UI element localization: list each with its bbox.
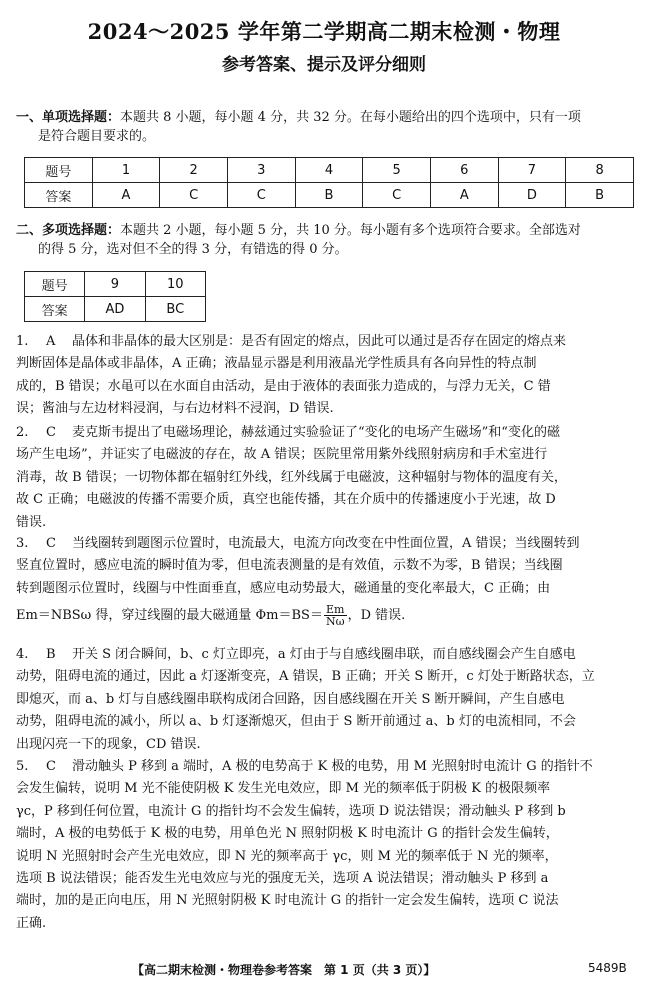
explanation-item-4 [16, 644, 636, 756]
table-cell: B [295, 183, 363, 208]
row-label-number: 题号 [25, 158, 93, 183]
table-cell: BC [145, 297, 205, 322]
item-line: 开关 S 闭合瞬间，b、c 灯立即亮，a 灯由于与自感线圈串联，而自感线圈会产生自感电 [72, 647, 576, 662]
page-title: 2024～2025 学年第二学期高二期末检测・物理 [87, 19, 561, 44]
table-row [25, 183, 634, 208]
equation-suffix: ，D 错误. [347, 608, 406, 624]
table-cell: 4 [295, 158, 363, 183]
section-single-choice-line1: 本题共 8 小题，每小题 4 分，共 32 分。在每小题给出的四个选项中，只有一项 [120, 110, 581, 125]
item-answer: C [46, 536, 56, 551]
table-cell: C [160, 183, 228, 208]
item-line: 误；酱油与左边材料浸润，与右边材料不浸润，D 错误. [16, 401, 334, 417]
table-cell: 5 [363, 158, 431, 183]
equation-prefix: Em＝NBSω 得，穿过线圈的最大磁通量 Φm＝BS＝ [16, 608, 323, 624]
item-line: 当线圈转到题图示位置时，电流最大，电流方向改变在中性面位置，A 错误；当线圈转到 [72, 536, 580, 551]
section-single-choice-head: 一、单项选择题： [16, 110, 121, 125]
table-cell: 7 [498, 158, 566, 183]
item-line: 动势，阻碍电流的减小，所以 a、b 灯逐渐熄灭，但由于 S 断开前通过 a、b 灯的电流相同，不会 [16, 714, 576, 730]
row-label-answer: 答案 [25, 183, 93, 208]
table-cell: 9 [85, 272, 145, 297]
item-line: 正确. [16, 915, 47, 931]
explanation-item-3 [16, 533, 636, 628]
item-number: 2. [16, 425, 29, 440]
item-line: 端时，加的是正向电压，用 N 光照射阴极 K 时电流计 G 的指针一定会发生偏转，选项 C 说法 [16, 893, 559, 909]
section-multiple-choice [16, 221, 636, 259]
fraction-numerator: Em [324, 604, 347, 616]
single-choice-answer-table [24, 157, 634, 208]
item-answer: C [46, 425, 56, 440]
item-line: 故 C 正确；电磁波的传播不需要介质，真空也能传播，其在介质中的传播速度小于光速，故 D [16, 492, 556, 508]
item-number: 1. [16, 334, 29, 349]
table-cell: B [566, 183, 634, 208]
item-number: 4. [16, 647, 29, 662]
section-single-choice-line2: 是符合题目要求的。 [38, 129, 156, 144]
item-line: 转到题图示位置时，线圈与中性面垂直，感应电动势最大，磁通量的变化率最大，C 正确；由 [16, 580, 551, 596]
row-label-number: 题号 [25, 272, 85, 297]
item-line: 端时，A 极的电势低于 K 极的电势，用单色光 N 照射阴极 K 时电流计 G 的指针会发生偏转， [16, 826, 559, 842]
explanation-item-2 [16, 422, 636, 534]
table-cell: 2 [160, 158, 228, 183]
item-line: 说明 N 光照射时会产生光电效应，即 N 光的频率高于 γc，则 M 光的频率低于 N 光的频率， [16, 848, 558, 864]
item-line: 竖直位置时，感应电流的瞬时值为零，但电流表测量的是有效值，示数不为零，B 错误；当线圈 [16, 558, 563, 574]
item-line: 判断固体是晶体或非晶体，A 正确；液晶显示器是利用液晶光学性质具有各向异性的特点制 [16, 356, 537, 372]
item-number: 5. [16, 759, 29, 774]
section-multiple-choice-line1: 本题共 2 小题，每小题 5 分，共 10 分。每小题有多个选项符合要求。全部选对 [120, 223, 581, 238]
item-line: 场产生电场”，并证实了电磁波的存在，故 A 错误；医院里常用紫外线照射病房和手术室进行 [16, 447, 548, 463]
footer-paper-code: 5489B [588, 961, 627, 975]
table-row [25, 158, 634, 183]
section-multiple-choice-head: 二、多项选择题： [16, 223, 121, 238]
page-subtitle: 参考答案、提示及评分细则 [222, 55, 426, 75]
table-cell: D [498, 183, 566, 208]
table-cell: C [363, 183, 431, 208]
footer-page-info: 【高二期末检测・物理卷参考答案 第 1 页（共 3 页）】 [132, 963, 436, 977]
item-line: γc，P 移到任何位置，电流计 G 的指针均不会发生偏转，选项 D 说法错误；滑动触头 P 移到 b [16, 803, 566, 819]
table-row [25, 272, 206, 297]
table-cell: 6 [430, 158, 498, 183]
item-answer: C [46, 759, 56, 774]
item-line: 动势，阻碍电流的通过，因此 a 灯逐渐变亮，A 错误，B 正确；开关 S 断开，c 灯处于断路状态，立 [16, 669, 595, 685]
table-row [25, 297, 206, 322]
explanation-item-1 [16, 331, 636, 421]
table-cell: A [92, 183, 160, 208]
item-line: 滑动触头 P 移到 a 端时，A 极的电势高于 K 极的电势，用 M 光照射时电流计 G 的指针不 [72, 759, 593, 774]
item-line: 错误. [16, 514, 47, 530]
equation-fraction [324, 604, 347, 627]
section-multiple-choice-line2: 的得 5 分，选对但不全的得 3 分，有错选的得 0 分。 [38, 242, 348, 257]
row-label-answer: 答案 [25, 297, 85, 322]
item-line: 晶体和非晶体的最大区别是：是否有固定的熔点，因此可以通过是否存在固定的熔点来 [72, 334, 567, 349]
item-number: 3. [16, 536, 29, 551]
item-line: 成的，B 错误；水黾可以在水面自由活动，是由于液体的表面张力造成的，与浮力无关，C 错 [16, 378, 551, 394]
fraction-denominator: Nω [325, 615, 345, 629]
item-line: 出现闪亮一下的现象，CD 错误. [16, 736, 201, 752]
table-cell: 1 [92, 158, 160, 183]
table-cell: 3 [227, 158, 295, 183]
item-answer: B [46, 647, 56, 662]
item-equation-line [16, 604, 636, 627]
table-cell: AD [85, 297, 145, 322]
table-cell: A [430, 183, 498, 208]
item-line: 即熄灭，而 a、b 灯与自感线圈串联构成闭合回路，因自感线圈在开关 S 断开瞬间，产生自感电 [16, 691, 565, 707]
multiple-choice-answer-table [24, 271, 206, 322]
table-cell: C [227, 183, 295, 208]
table-cell: 8 [566, 158, 634, 183]
item-line: 消毒，故 B 错误；一切物体都在辐射红外线，红外线属于电磁波，这种辐射与物体的温度有关， [16, 469, 567, 485]
table-cell: 10 [145, 272, 205, 297]
item-line: 选项 B 说法错误；能否发生光电效应与光的强度无关，选项 A 说法错误；滑动触头 P 移到 a [16, 871, 549, 887]
section-single-choice [16, 108, 636, 146]
item-line: 会发生偏转，说明 M 光不能使阴极 K 发生光电效应，即 M 光的频率低于阴极 K 的极限频率 [16, 781, 551, 797]
item-line: 麦克斯韦提出了电磁场理论，赫兹通过实验验证了“变化的电场产生磁场”和“变化的磁 [72, 425, 560, 440]
item-answer: A [46, 334, 56, 349]
explanation-item-5 [16, 756, 636, 935]
